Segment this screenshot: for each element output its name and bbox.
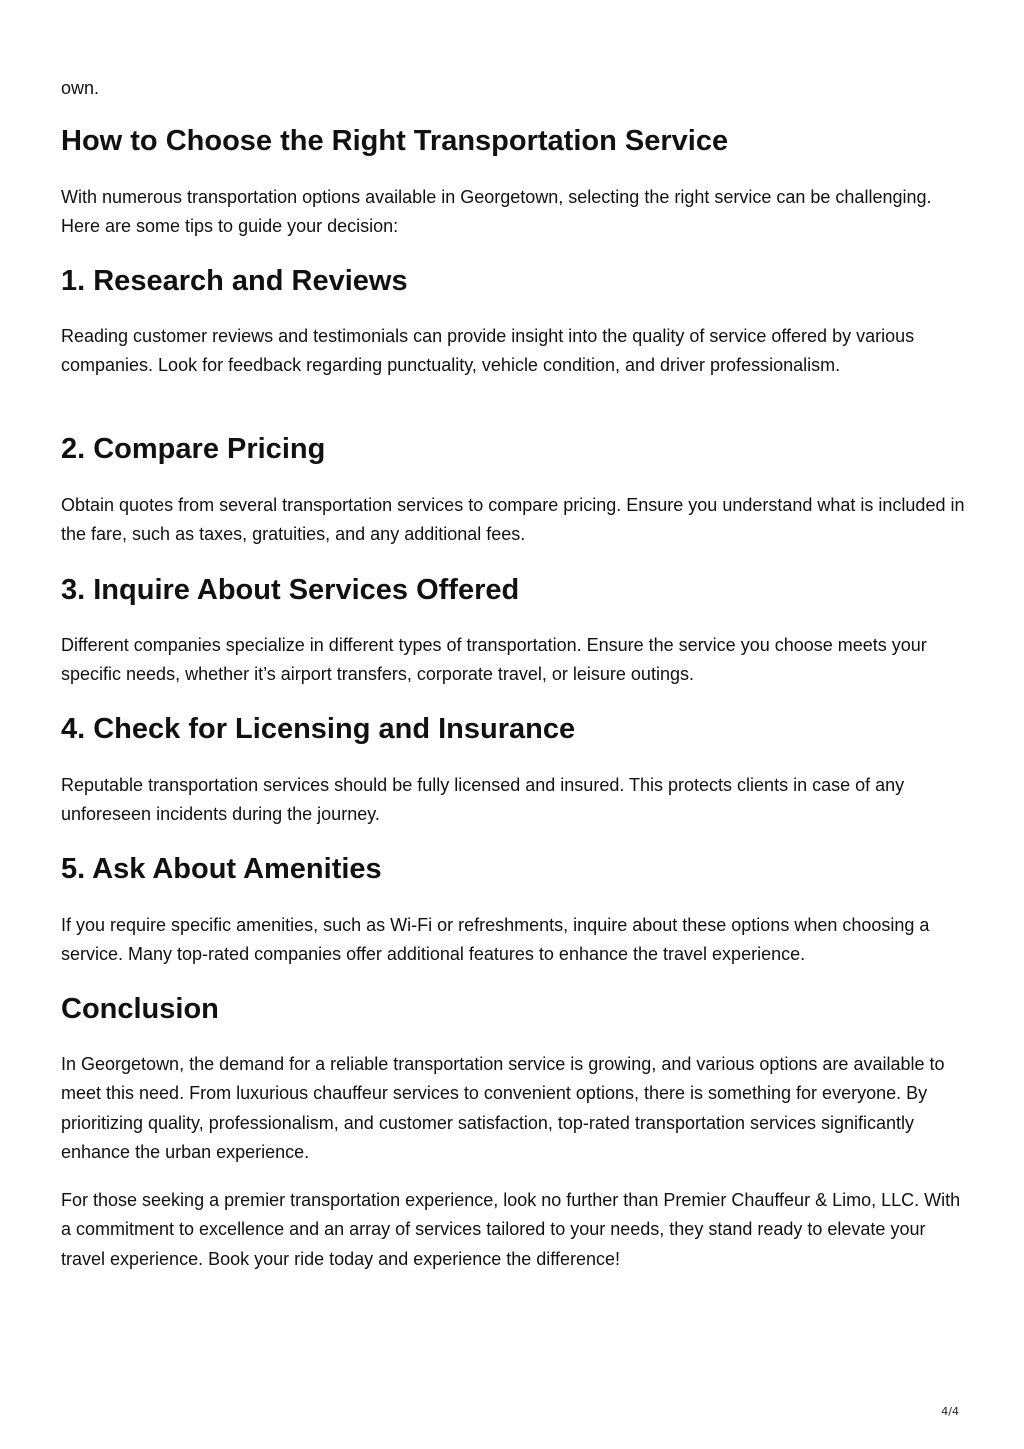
section-heading-research-reviews: 1. Research and Reviews (61, 265, 408, 297)
section-paragraph-conclusion-2: For those seeking a premier transportation experience, look no further than Premier Chauffeur & Limo, LLC. With a commitment to excellence and an array of services tailored to your needs, they stand ready to elevate your travel experience. Book your ride today and experience the difference! (61, 1190, 961, 1269)
section-heading-licensing-insurance: 4. Check for Licensing and Insurance (61, 713, 576, 745)
section-heading-choose-service: How to Choose the Right Transportation Service (61, 125, 729, 157)
section-paragraph-conclusion-1: In Georgetown, the demand for a reliable transportation service is growing, and various options are available to meet this need. From luxurious chauffeur services to convenient options, there is something for everyone. By prioritizing quality, professionalism, and customer satisfaction, top-rated transportation services significantly enhance the urban experience. (61, 1054, 945, 1162)
section-heading-amenities: 5. Ask About Amenities (61, 853, 382, 885)
section-heading-compare-pricing: 2. Compare Pricing (61, 433, 326, 465)
section-heading-services-offered: 3. Inquire About Services Offered (61, 574, 520, 606)
section-paragraph-choose-service: With numerous transportation options available in Georgetown, selecting the right service can be challenging. Here are some tips to guide your decision: (61, 187, 932, 237)
section-paragraph-compare-pricing: Obtain quotes from several transportation services to compare pricing. Ensure you understand what is included in the fare, such as taxes, gratuities, and any additional fees. (61, 495, 965, 545)
section-paragraph-amenities: If you require specific amenities, such as Wi-Fi or refreshments, inquire about these options when choosing a service. Many top-rated companies offer additional features to enhance the travel experience. (61, 915, 930, 965)
section-heading-conclusion: Conclusion (61, 993, 219, 1025)
page-number: 4/4 (941, 1405, 959, 1418)
section-paragraph-services-offered: Different companies specialize in different types of transportation. Ensure the service you choose meets your specific needs, whether it’s airport transfers, corporate travel, or leisure outings. (61, 635, 927, 685)
section-paragraph-licensing-insurance: Reputable transportation services should be fully licensed and insured. This protects clients in case of any unforeseen incidents during the journey. (61, 775, 905, 825)
continued-text-fragment: own. (61, 78, 100, 98)
section-paragraph-research-reviews: Reading customer reviews and testimonials can provide insight into the quality of service offered by various companies. Look for feedback regarding punctuality, vehicle condition, and driver professionalism. (61, 326, 915, 376)
